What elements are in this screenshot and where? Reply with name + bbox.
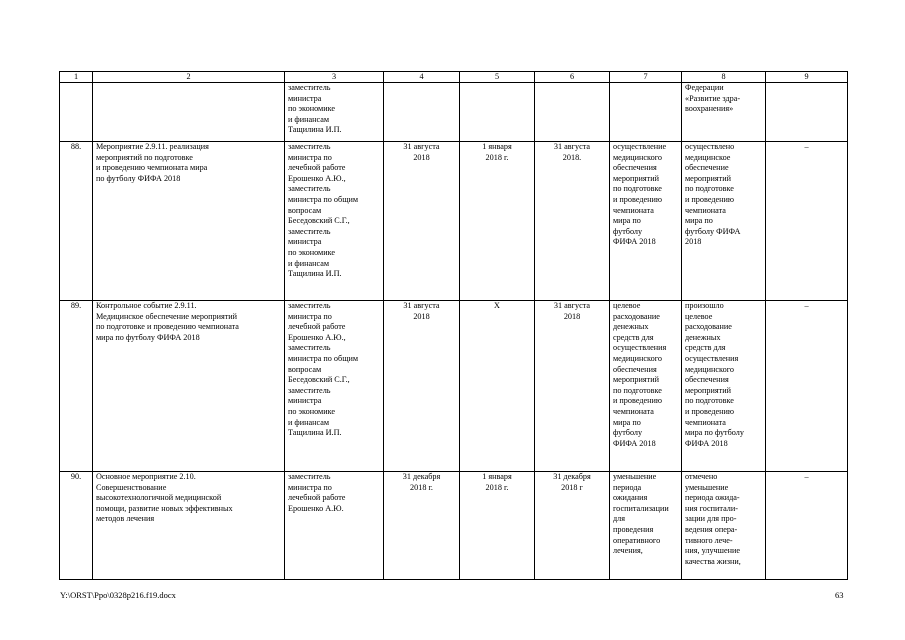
end-date-fact <box>535 83 610 142</box>
header-cell: 4 <box>384 72 460 83</box>
activity-name: Контрольное событие 2.9.11. Медицинское обеспечение мероприятий по подготовке и проведению чемпионата мира по футболу ФИФА 2018 <box>93 301 285 472</box>
responsible-person: заместитель министра по лечебной работе Ерошенко А.Ю., заместитель министра по общим вопросам Беседовский С.Г., заместитель министра по экономике и финансам Тащилина И.П. <box>285 301 384 472</box>
activity-name <box>93 83 285 142</box>
actual-result: произошло целевое расходование денежных средств для осуществления медицинского обеспечения мероприятий по подготовке и проведению чемпионата мира по футболу ФИФА 2018 <box>682 301 766 472</box>
header-cell: 5 <box>460 72 535 83</box>
end-date-fact: 31 августа 2018 <box>535 301 610 472</box>
actual-result: Федерации «Развитие здра- воохранения» <box>682 83 766 142</box>
problems: – <box>766 142 848 301</box>
responsible-person: заместитель министра по экономике и финансам Тащилина И.П. <box>285 83 384 142</box>
end-date-plan: Х <box>460 301 535 472</box>
header-cell: 3 <box>285 72 384 83</box>
row-number: 90. <box>60 472 93 580</box>
actual-result: отмечено уменьшение периода ожида- ния госпитали- зации для про- ведения опера- тивного лече- ния, улучшение качества жизни, <box>682 472 766 580</box>
header-cell: 8 <box>682 72 766 83</box>
table-row <box>60 472 848 580</box>
end-date-fact: 31 декабря 2018 г <box>535 472 610 580</box>
expected-result: целевое расходование денежных средств для осуществления медицинского обеспечения мероприятий по подготовке и проведению чемпионата мира по футболу ФИФА 2018 <box>610 301 682 472</box>
header-cell: 7 <box>610 72 682 83</box>
problems <box>766 83 848 142</box>
responsible-person: заместитель министра по лечебной работе Ерошенко А.Ю. <box>285 472 384 580</box>
main-table <box>59 71 848 580</box>
expected-result: осуществление медицинского обеспечения мероприятий по подготовке и проведению чемпионата мира по футболу ФИФА 2018 <box>610 142 682 301</box>
start-date: 31 декабря 2018 г. <box>384 472 460 580</box>
end-date-plan <box>460 83 535 142</box>
header-cell: 2 <box>93 72 285 83</box>
row-number: 89. <box>60 301 93 472</box>
header-row <box>60 72 848 83</box>
activity-name: Мероприятие 2.9.11. реализация мероприятий по подготовке и проведению чемпионата мира по футболу ФИФА 2018 <box>93 142 285 301</box>
end-date-plan: 1 января 2018 г. <box>460 142 535 301</box>
responsible-person: заместитель министра по лечебной работе Ерошенко А.Ю., заместитель министра по общим вопросам Беседовский С.Г., заместитель министра по экономике и финансам Тащилина И.П. <box>285 142 384 301</box>
start-date: 31 августа 2018 <box>384 301 460 472</box>
table-row <box>60 83 848 142</box>
expected-result: уменьшение периода ожидания госпитализации для проведения оперативного лечения, <box>610 472 682 580</box>
table-row <box>60 301 848 472</box>
file-path: Y:\ORST\Ppo\0328p216.f19.docx <box>60 590 176 600</box>
table-row <box>60 142 848 301</box>
problems: – <box>766 472 848 580</box>
start-date: 31 августа 2018 <box>384 142 460 301</box>
row-number: 88. <box>60 142 93 301</box>
header-cell: 6 <box>535 72 610 83</box>
problems: – <box>766 301 848 472</box>
header-cell: 9 <box>766 72 848 83</box>
end-date-plan: 1 января 2018 г. <box>460 472 535 580</box>
activity-name: Основное мероприятие 2.10. Совершенствование высокотехнологичной медицинской помощи, развитие новых эффективных методов лечения <box>93 472 285 580</box>
start-date <box>384 83 460 142</box>
end-date-fact: 31 августа 2018. <box>535 142 610 301</box>
page-number: 63 <box>835 590 844 600</box>
actual-result: осуществлено медицинское обеспечение мероприятий по подготовке и проведению чемпионата мира по футболу ФИФА 2018 <box>682 142 766 301</box>
header-cell: 1 <box>60 72 93 83</box>
expected-result <box>610 83 682 142</box>
row-number <box>60 83 93 142</box>
